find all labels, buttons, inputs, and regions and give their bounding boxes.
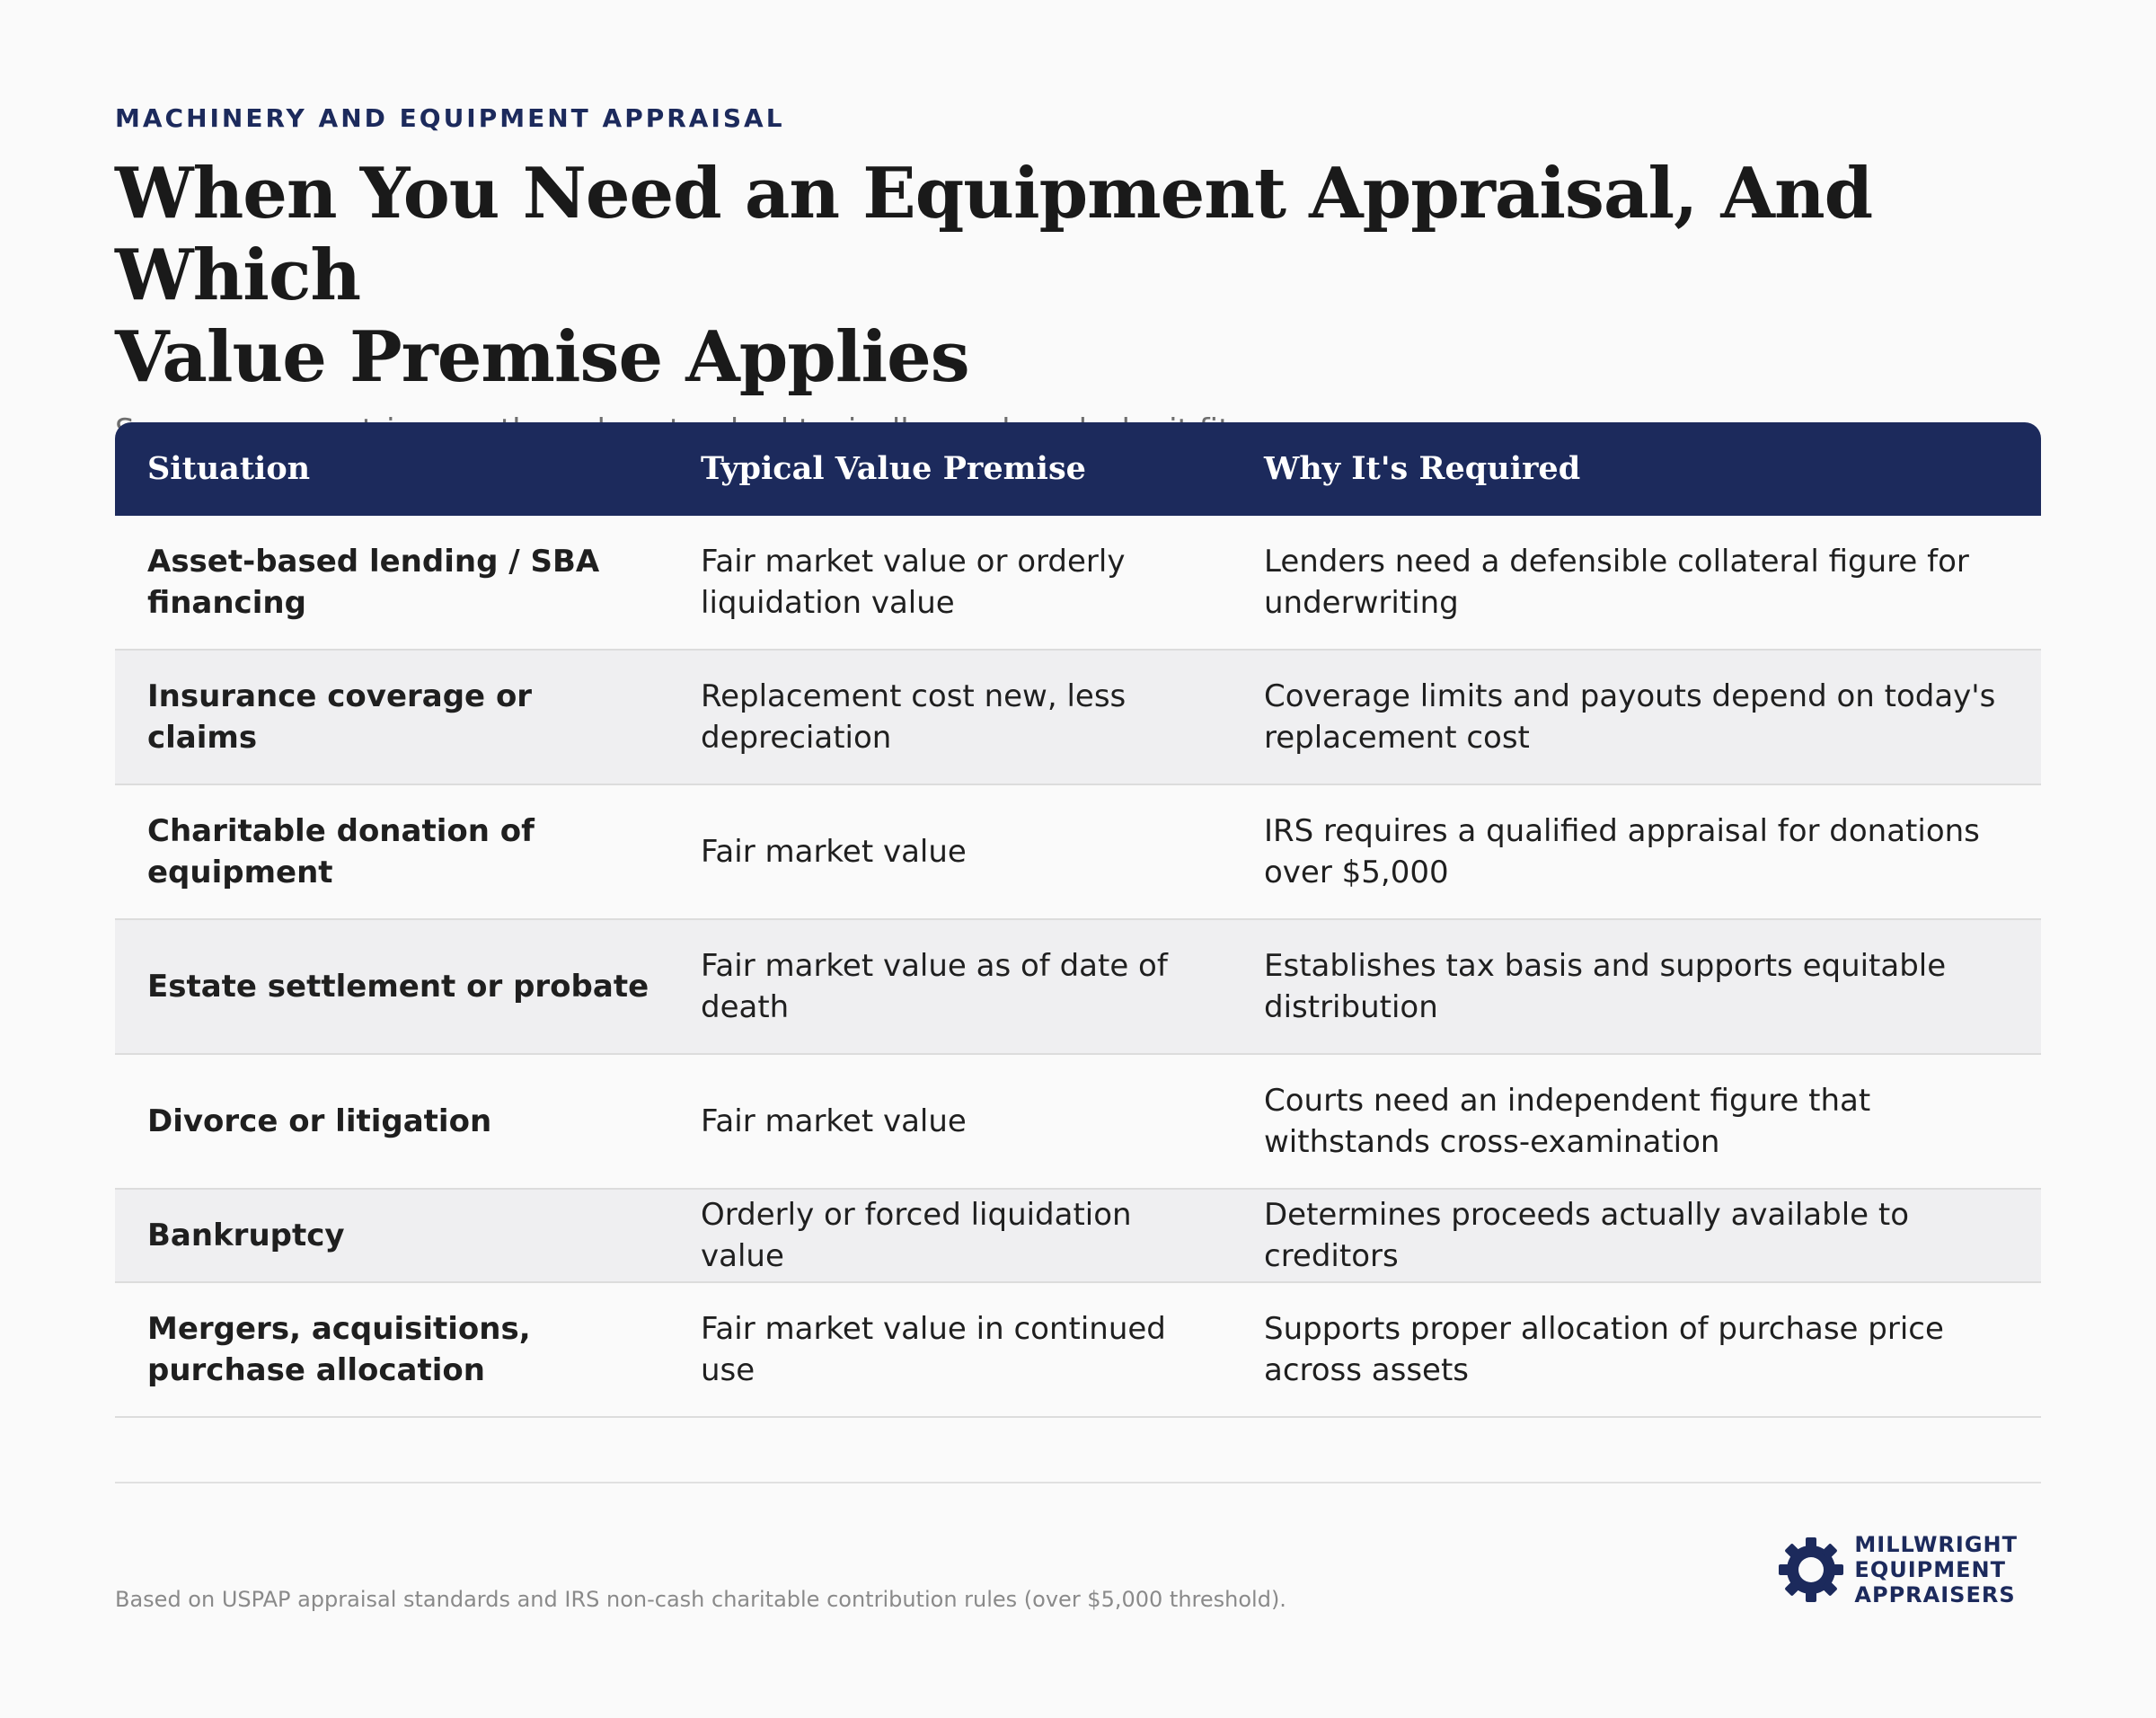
source-footnote: Based on USPAP appraisal standards and IRS non-cash charitable contribution rules (over $5,000 threshold). <box>115 1587 1286 1612</box>
gear-icon <box>1777 1536 1845 1604</box>
page-title <box>115 153 2041 398</box>
why-cell: Courts need an independent figure that withstands cross-examination <box>1264 1083 1871 1160</box>
table-row <box>115 785 2041 920</box>
column-header-why: Why It's Required <box>1264 450 1581 487</box>
table-row <box>115 920 2041 1055</box>
situation-cell: Bankruptcy <box>147 1218 345 1253</box>
situation-cell: Insurance coverage or claims <box>147 678 533 756</box>
title-line-2: Value Premise Applies <box>115 316 969 398</box>
situation-cell: Charitable donation of equipment <box>147 813 535 890</box>
table-row <box>115 1283 2041 1418</box>
why-cell: Establishes tax basis and supports equitable distribution <box>1264 948 1947 1025</box>
company-logo <box>1777 1529 2018 1610</box>
logo-line-1: MILLWRIGHT <box>1854 1532 2018 1557</box>
logo-wordmark <box>1854 1532 2018 1607</box>
logo-line-2: EQUIPMENT <box>1854 1557 2006 1582</box>
why-cell: IRS requires a qualified appraisal for donations over $5,000 <box>1264 813 1980 890</box>
column-header-situation: Situation <box>147 450 311 487</box>
premise-cell: Fair market value in continued use <box>701 1311 1166 1388</box>
page <box>115 102 2041 1612</box>
premise-cell: Fair market value as of date of death <box>701 948 1168 1025</box>
premise-cell: Fair market value <box>701 1103 967 1139</box>
why-cell: Determines proceeds actually available to creditors <box>1264 1197 1910 1274</box>
title-line-1: When You Need an Equipment Appraisal, And Which <box>115 153 1873 316</box>
premise-cell: Fair market value <box>701 834 967 870</box>
why-cell: Coverage limits and payouts depend on today's replacement cost <box>1264 678 1996 756</box>
premise-cell: Orderly or forced liquidation value <box>701 1197 1132 1274</box>
footer-divider <box>115 1482 2041 1483</box>
situation-cell: Estate settlement or probate <box>147 969 649 1005</box>
appraisal-table <box>115 422 2041 1418</box>
situation-cell: Mergers, acquisitions, purchase allocation <box>147 1311 531 1388</box>
table-header <box>115 422 2041 516</box>
column-header-premise: Typical Value Premise <box>701 450 1086 487</box>
why-cell: Lenders need a defensible collateral figure for underwriting <box>1264 544 1969 621</box>
situation-cell: Asset-based lending / SBA financing <box>147 544 600 621</box>
premise-cell: Fair market value or orderly liquidation value <box>701 544 1126 621</box>
table-row <box>115 1055 2041 1190</box>
eyebrow-label: MACHINERY AND EQUIPMENT APPRAISAL <box>115 103 785 133</box>
situation-cell: Divorce or litigation <box>147 1103 492 1139</box>
table-row <box>115 1190 2041 1283</box>
table-row <box>115 651 2041 785</box>
premise-cell: Replacement cost new, less depreciation <box>701 678 1127 756</box>
why-cell: Supports proper allocation of purchase price across assets <box>1264 1311 1944 1388</box>
logo-line-3: APPRAISERS <box>1854 1582 2016 1607</box>
table-row <box>115 516 2041 651</box>
